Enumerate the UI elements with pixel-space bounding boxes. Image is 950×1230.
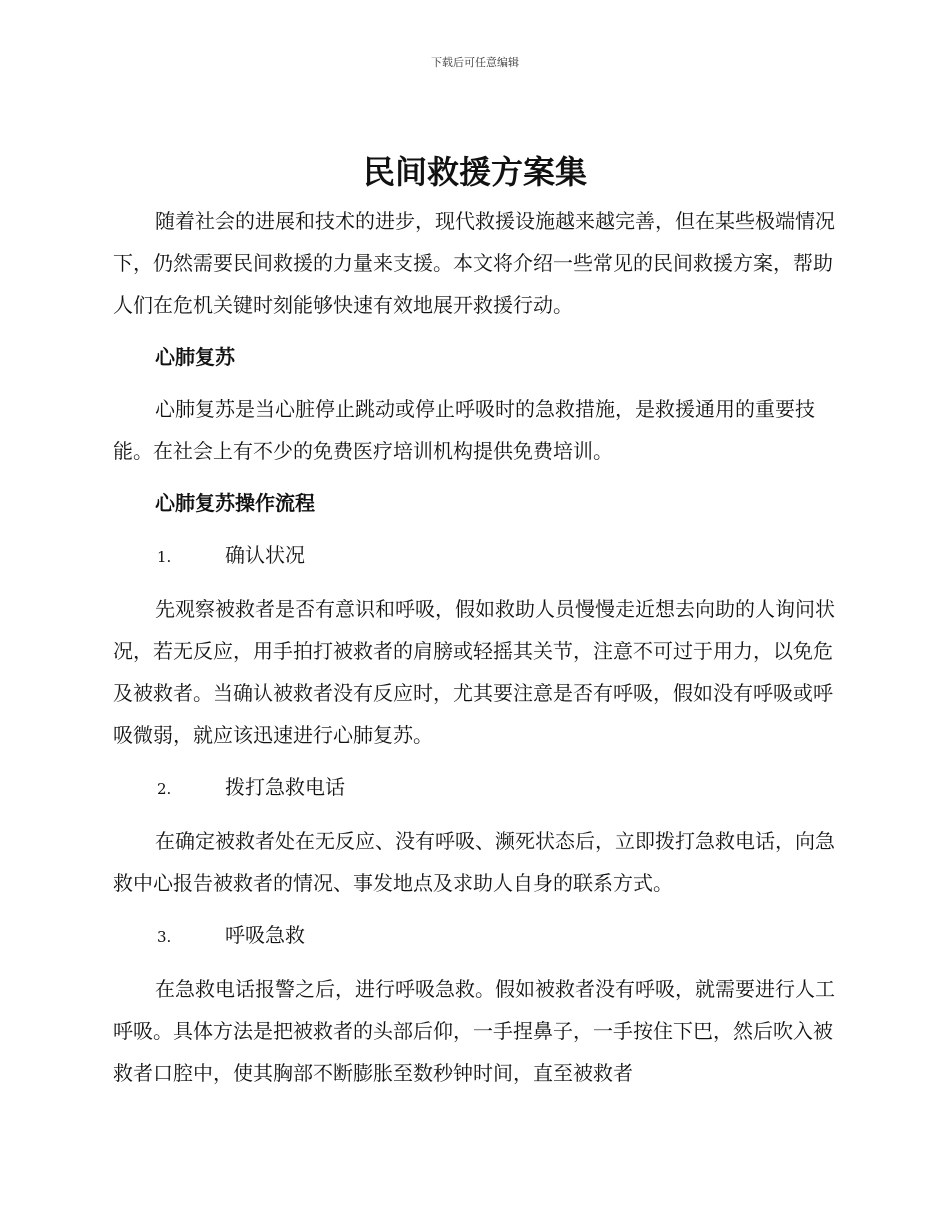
section-heading-cpr: 心肺复苏 <box>155 345 235 369</box>
step-paragraph-2: 在确定被救者处在无反应、没有呼吸、濒死状态后，立即拨打急救电话，向急救中心报告被救者的情况、事发地点及求助人自身的联系方式。 <box>113 829 835 895</box>
step-paragraph-3: 在急救电话报警之后，进行呼吸急救。假如被救者没有呼吸，就需要进行人工呼吸。具体方法是把被救者的头部后仰，一手捏鼻子，一手按住下巴，然后吹入被救者口腔中，使其胸部不断膨胀至数秒钟时间，直至被救者 <box>113 977 835 1085</box>
step-label: 呼吸急救 <box>225 923 305 947</box>
step-heading-1 <box>113 534 837 578</box>
step-number: 1. <box>157 548 172 566</box>
step-heading-2 <box>113 766 837 810</box>
section-heading-cpr-procedure: 心肺复苏操作流程 <box>155 491 315 515</box>
intro-paragraph: 随着社会的进展和技术的进步，现代救援设施越来越完善，但在某些极端情况下，仍然需要民间救援的力量来支援。本文将介绍一些常见的民间救援方案，帮助人们在危机关键时刻能够快速有效地展开救援行动。 <box>113 209 835 317</box>
document-body <box>113 150 837 1094</box>
cpr-paragraph: 心肺复苏是当心脏停止跳动或停止呼吸时的急救措施，是救援通用的重要技能。在社会上有不少的免费医疗培训机构提供免费培训。 <box>113 397 815 463</box>
step-label: 确认状况 <box>225 543 305 567</box>
step-number: 3. <box>157 928 172 946</box>
step-number: 2. <box>157 780 172 798</box>
step-label: 拨打急救电话 <box>225 775 345 799</box>
header-note: 下载后可任意编辑 <box>431 56 519 69</box>
step-heading-3 <box>113 914 837 958</box>
step-paragraph-1: 先观察被救者是否有意识和呼吸，假如救助人员慢慢走近想去向助的人询问状况，若无反应，用手拍打被救者的肩膀或轻摇其关节，注意不可过于用力，以免危及被救者。当确认被救者没有反应时，尤其要注意是否有呼吸，假如没有呼吸或呼吸微弱，就应该迅速进行心肺复苏。 <box>113 597 835 747</box>
document-title: 民间救援方案集 <box>362 153 587 191</box>
